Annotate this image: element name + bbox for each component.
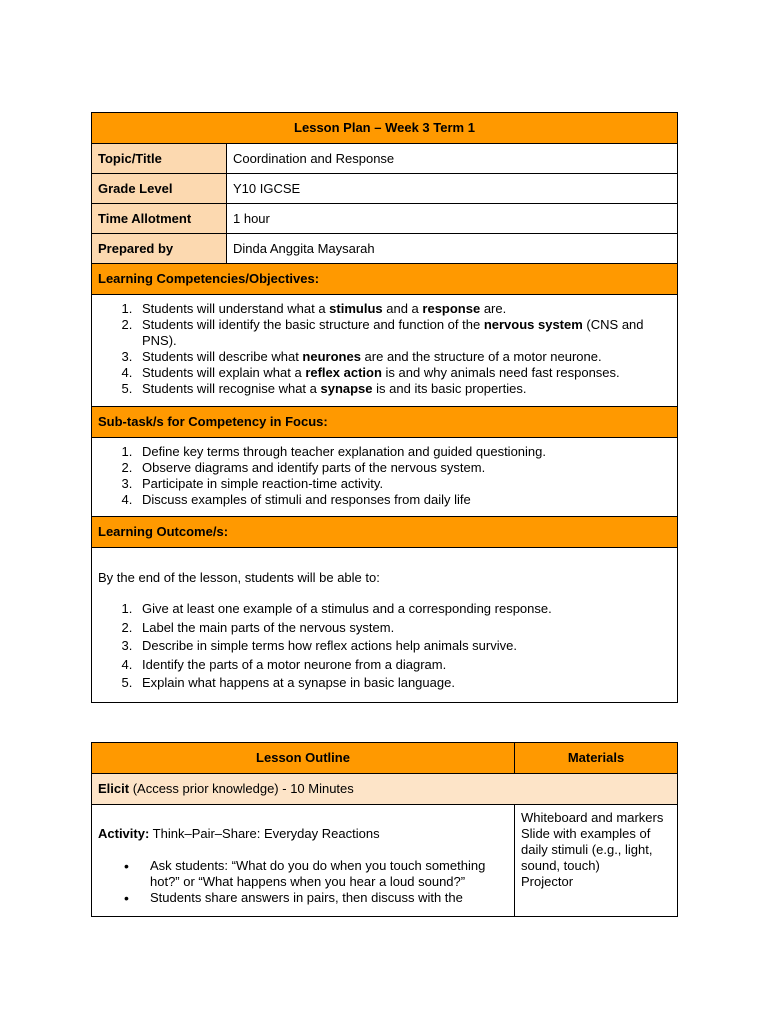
elicit-label: Elicit [98,781,130,796]
subtasks-list [98,444,671,508]
outcomes-heading: Learning Outcome/s: [92,517,678,548]
outcomes-intro: By the end of the lesson, students will be able to: [98,570,380,585]
elicit-row [92,774,678,805]
material-item: Projector [521,874,574,889]
outcome-item: 5. Explain what happens at a synapse in basic language. [136,674,671,693]
outcomes-cell [92,548,678,703]
subtasks-heading: Sub-task/s for Competency in Focus: [92,407,678,438]
objectives-list [98,301,671,397]
outcome-item: 4. Identify the parts of a motor neurone from a diagram. [136,656,671,675]
objectives-heading: Learning Competencies/Objectives: [92,264,678,295]
outline-header: Lesson Outline [92,743,515,774]
time-value: 1 hour [227,204,678,234]
outcome-item: 3. Describe in simple terms how reflex actions help animals survive. [136,637,671,656]
subtask-item: 4. Discuss examples of stimuli and responses from daily life [136,492,671,508]
outcome-item: 1. Give at least one example of a stimulus and a corresponding response. [136,600,671,619]
activity-line: Activity: Think–Pair–Share: Everyday Reactions [98,826,380,841]
prepared-label: Prepared by [92,234,227,264]
topic-value: Coordination and Response [227,144,678,174]
activity-cell [92,805,515,917]
material-item: Slide with examples of daily stimuli (e.g., light, sound, touch) [521,826,653,873]
grade-value: Y10 IGCSE [227,174,678,204]
bullet-item: • Students share answers in pairs, then discuss with the [136,890,508,906]
elicit-text: (Access prior knowledge) - 10 Minutes [129,781,354,796]
outcome-item: 2. Label the main parts of the nervous system. [136,619,671,638]
activity-bullets [98,858,508,906]
objective-item: 1. Students will understand what a stimulus and a response are. [136,301,671,317]
plan-title: Lesson Plan – Week 3 Term 1 [92,113,678,144]
objective-item: 4. Students will explain what a reflex action is and why animals need fast responses. [136,365,671,381]
lesson-plan-table [91,112,678,703]
material-item: Whiteboard and markers [521,810,664,825]
outcomes-list [98,600,671,693]
bullet-item: • Ask students: “What do you do when you touch something hot?” or “What happens when you hear a loud sound?” [136,858,508,890]
objective-item: 3. Students will describe what neurones are and the structure of a motor neurone. [136,349,671,365]
objectives-cell [92,295,678,407]
objective-item: 2. Students will identify the basic structure and function of the nervous system (CNS and PNS). [136,317,671,349]
grade-label: Grade Level [92,174,227,204]
topic-label: Topic/Title [92,144,227,174]
materials-header: Materials [515,743,678,774]
subtask-item: 2. Observe diagrams and identify parts of the nervous system. [136,460,671,476]
lesson-outline-table [91,742,678,917]
time-label: Time Allotment [92,204,227,234]
materials-cell [515,805,678,917]
subtasks-cell [92,438,678,517]
prepared-value: Dinda Anggita Maysarah [227,234,678,264]
subtask-item: 3. Participate in simple reaction-time activity. [136,476,671,492]
subtask-item: 1. Define key terms through teacher explanation and guided questioning. [136,444,671,460]
objective-item: 5. Students will recognise what a synapse is and its basic properties. [136,381,671,397]
